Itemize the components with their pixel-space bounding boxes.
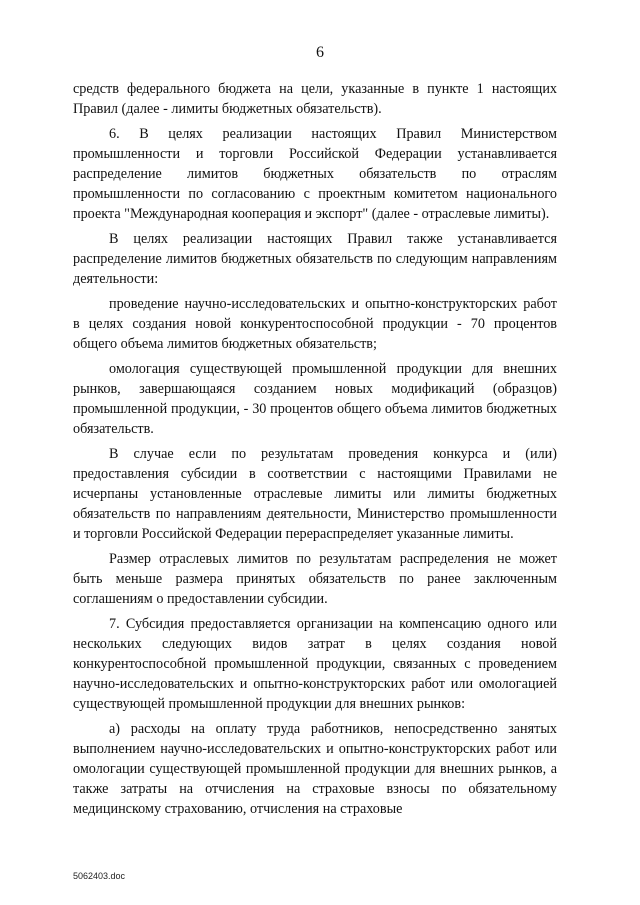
paragraph-homologation-share: омологация существующей промышленной продукции для внешних рынков, завершающаяся созданием новых модификаций (образцов) промышленной продукции, - 30 процентов общего объема лимитов бюджетных обязательств. [73,361,557,437]
document-body [73,79,557,824]
paragraph-directions-intro: В целях реализации настоящих Правил также устанавливается распределение лимитов бюджетных обязательств по следующим направлениям деятельности: [73,231,557,287]
paragraph-continuation: средств федерального бюджета на цели, указанные в пункте 1 настоящих Правил (далее - лимиты бюджетных обязательств). [73,81,557,117]
paragraph-clause-7: 7. Субсидия предоставляется организации на компенсацию одного или нескольких следующих видов затрат в целях создания новой конкурентоспособной промышленной продукции, связанных с проведением научно-исследовательских и опытно-конструкторских работ или омологацией существующей промышленной продукции для внешних рынков: [73,616,557,712]
paragraph-limit-size: Размер отраслевых лимитов по результатам распределения не может быть меньше размера принятых обязательств по ранее заключенным соглашениям о предоставлении субсидии. [73,551,557,607]
paragraph-rnd-share: проведение научно-исследовательских и опытно-конструкторских работ в целях создания новой конкурентоспособной продукции - 70 процентов общего объема лимитов бюджетных обязательств; [73,296,557,352]
paragraph-redistribution: В случае если по результатам проведения конкурса и (или) предоставления субсидии в соответствии с настоящими Правилами не исчерпаны установленные отраслевые лимиты или лимиты бюджетных обязательств по направлениям деятельности, Министерство промышленности и торговли Российской Федерации перераспределяет указанные лимиты. [73,446,557,542]
paragraph-clause-6: 6. В целях реализации настоящих Правил Министерством промышленности и торговли Российской Федерации устанавливается распределение лимитов бюджетных обязательств по отраслям промышленности по согласованию с проектным комитетом национального проекта "Международная кооперация и экспорт" (далее - отраслевые лимиты). [73,126,557,222]
page-number: 6 [316,44,324,61]
paragraph-clause-7a: а) расходы на оплату труда работников, непосредственно занятых выполнением научно-исследовательских и опытно-конструкторских работ или омологации существующей промышленной продукции для внешних рынков, а также затраты на отчисления на страховые взносы по обязательному медицинскому страхованию, отчисления на страховые [73,721,557,817]
footer-document-code: 5062403.doc [73,871,126,881]
